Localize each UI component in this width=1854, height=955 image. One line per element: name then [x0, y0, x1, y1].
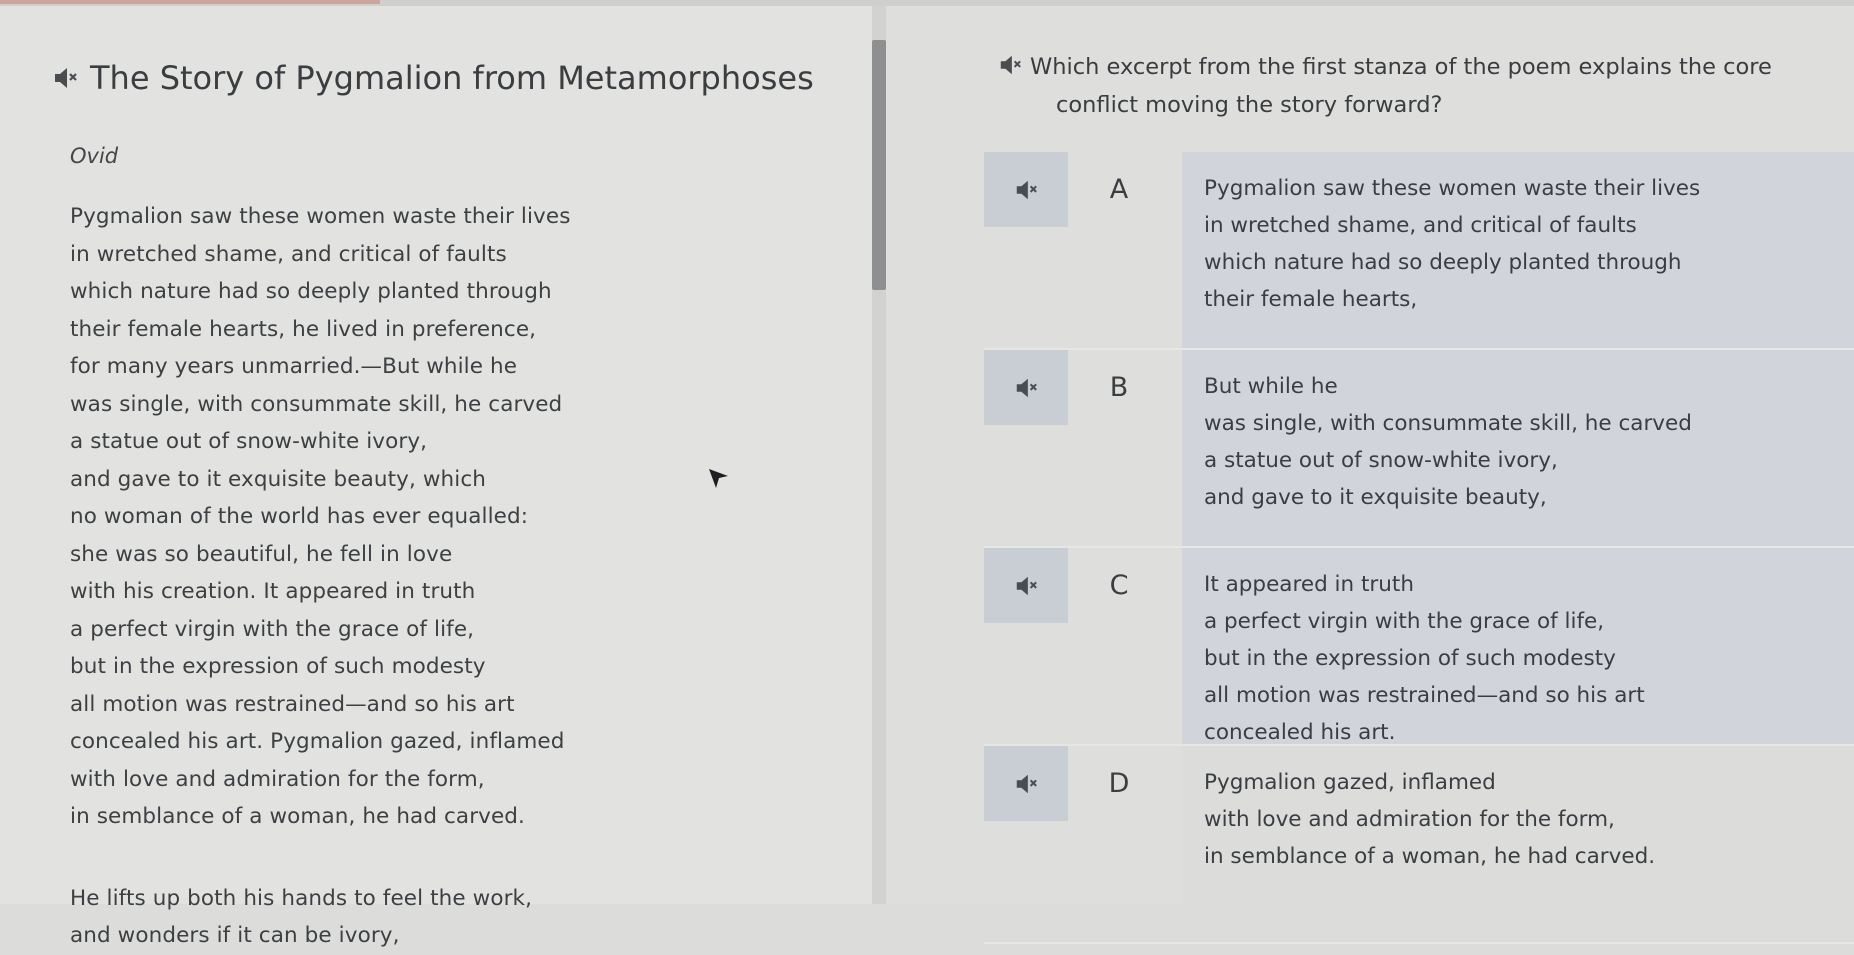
option-line: was single, with consummate skill, he carved [1204, 411, 1692, 436]
question-prompt [998, 48, 1828, 124]
speaker-icon [1014, 376, 1038, 400]
poem-line: concealed his art. Pygmalion gazed, inflamed [70, 729, 565, 754]
poem-line: He lifts up both his hands to feel the work, [70, 885, 533, 911]
option-line: Pygmalion gazed, inflamed [1204, 770, 1496, 795]
option-text[interactable] [1182, 548, 1854, 744]
poem-line: in wretched shame, and critical of faults [70, 241, 507, 267]
poem-line: in semblance of a woman, he had carved. [70, 804, 525, 829]
speaker-icon [1014, 772, 1038, 796]
mouse-cursor-icon [708, 468, 730, 490]
option-line: but in the expression of such modesty [1204, 646, 1616, 671]
poem-line: Pygmalion saw these women waste their lives [70, 204, 571, 229]
poem-line: no woman of the world has ever equalled: [70, 504, 529, 529]
answer-options [984, 152, 1854, 944]
poem-line: she was so beautiful, he fell in love [70, 541, 453, 567]
option-text[interactable] [1182, 350, 1854, 546]
passage-title: The Story of Pygmalion from Metamorphoses [90, 59, 814, 97]
speaker-icon [1014, 574, 1038, 598]
poem-line: but in the expression of such modesty [70, 654, 486, 679]
question-line-1: Which excerpt from the first stanza of the poem explains the core [1030, 54, 1772, 80]
option-line: concealed his art. [1204, 720, 1396, 745]
option-line: Pygmalion saw these women waste their lives [1204, 176, 1701, 201]
poem-line: a statue out of snow-white ivory, [70, 429, 428, 454]
option-d[interactable] [984, 746, 1854, 944]
option-audio-button[interactable] [984, 350, 1068, 425]
option-line: which nature had so deeply planted through [1204, 250, 1682, 275]
speaker-icon[interactable] [52, 65, 78, 91]
poem-line: their female hearts, he lived in preference, [70, 316, 537, 342]
option-letter: D [1108, 768, 1130, 799]
question-line-2: conflict moving the story forward? [1056, 92, 1443, 118]
poem-line: with love and admiration for the form, [70, 766, 485, 792]
poem-line: with his creation. It appeared in truth [70, 579, 476, 604]
option-b[interactable] [984, 350, 1854, 548]
option-line: a perfect virgin with the grace of life, [1204, 609, 1605, 634]
option-audio-button[interactable] [984, 548, 1068, 623]
speaker-icon [1014, 178, 1038, 202]
stanza-gap [70, 836, 571, 880]
option-text[interactable] [1182, 746, 1854, 942]
option-line: a statue out of snow-white ivory, [1204, 448, 1558, 473]
option-line: in wretched shame, and critical of faults [1204, 213, 1637, 238]
option-line: in semblance of a woman, he had carved. [1204, 844, 1656, 869]
passage-author: Ovid [70, 144, 119, 168]
option-text[interactable] [1182, 152, 1854, 348]
option-line: all motion was restrained—and so his art [1204, 683, 1645, 708]
poem-line: all motion was restrained—and so his art [70, 691, 515, 717]
option-line: with love and admiration for the form, [1204, 807, 1615, 832]
poem-text [70, 198, 571, 955]
poem-line: which nature had so deeply planted through [70, 279, 552, 304]
option-audio-button[interactable] [984, 746, 1068, 821]
speaker-icon[interactable] [998, 53, 1022, 77]
poem-line: was single, with consummate skill, he carved [70, 391, 563, 417]
poem-line: and wonders if it can be ivory, [70, 923, 400, 948]
option-audio-button[interactable] [984, 152, 1068, 227]
progress-accent [0, 0, 380, 4]
option-line: It appeared in truth [1204, 572, 1414, 597]
option-letter: C [1109, 570, 1129, 601]
option-c[interactable] [984, 548, 1854, 746]
option-line: and gave to it exquisite beauty, [1204, 485, 1547, 510]
poem-line: for many years unmarried.—But while he [70, 354, 518, 379]
option-line: their female hearts, [1204, 287, 1418, 312]
poem-line: a perfect virgin with the grace of life, [70, 616, 475, 642]
passage-title-row [52, 56, 814, 100]
option-a[interactable] [984, 152, 1854, 350]
passage-pane [0, 6, 872, 948]
question-pane [886, 6, 1854, 904]
poem-line: and gave to it exquisite beauty, which [70, 466, 486, 492]
option-letter: A [1109, 174, 1129, 205]
passage-scroll-thumb[interactable] [872, 40, 886, 290]
option-line: But while he [1204, 374, 1338, 399]
option-letter: B [1109, 372, 1129, 403]
